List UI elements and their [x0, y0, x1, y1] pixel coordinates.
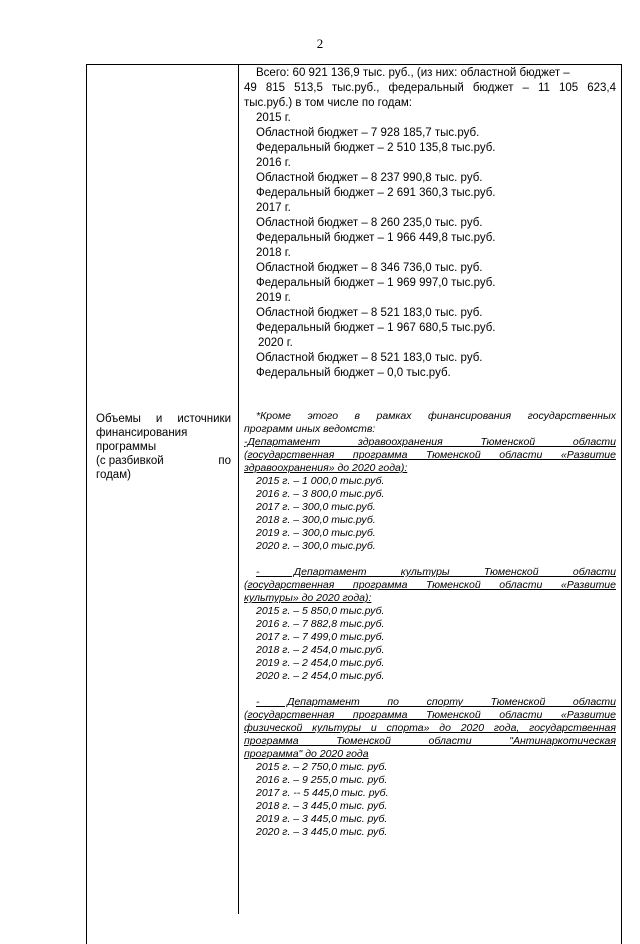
sport-amount: 2017 г. -- 5 445,0 тыс. руб.: [256, 787, 389, 799]
culture-amount: 2019 г. – 2 454,0 тыс.руб.: [256, 657, 385, 669]
year-label: 2020 г.: [258, 337, 293, 349]
sport-amount: 2019 г. – 3 445,0 тыс. руб.: [256, 813, 388, 825]
health-amount: 2020 г. – 300,0 тыс.руб.: [256, 540, 376, 552]
year-label: 2019 г.: [256, 292, 291, 304]
sport-header-line: программа" до 2020 года: [244, 748, 369, 760]
sport-amount: 2018 г. – 3 445,0 тыс. руб.: [256, 800, 388, 812]
federal-budget: Федеральный бюджет – 1 969 997,0 тыс.руб.: [256, 277, 496, 289]
health-amount: 2015 г. – 1 000,0 тыс.руб.: [256, 475, 385, 487]
sport-amount: 2016 г. – 9 255,0 тыс. руб.: [256, 774, 388, 786]
culture-amount: 2018 г. – 2 454,0 тыс.руб.: [256, 644, 385, 656]
regional-budget: Областной бюджет – 7 928 185,7 тыс.руб.: [256, 127, 480, 139]
left-label-line: программы: [96, 441, 157, 453]
sport-header-line: (государственная программа Тюменской области «Развитие: [244, 709, 616, 721]
sport-header-line: физической культуры и спорта» до 2020 года, государственная: [244, 722, 616, 734]
regional-budget: Областной бюджет – 8 237 990,8 тыс. руб.: [256, 172, 483, 184]
budget-total-line: тыс.руб.) в том числе по годам:: [244, 97, 412, 109]
culture-amount: 2017 г. – 7 499,0 тыс.руб.: [256, 631, 385, 643]
left-label-line: годам): [96, 469, 131, 481]
federal-budget: Федеральный бюджет – 0,0 тыс.руб.: [256, 367, 451, 379]
health-amount: 2018 г. – 300,0 тыс.руб.: [256, 514, 376, 526]
sport-header-line: - Департамент по спорту Тюменской области: [256, 696, 616, 708]
sport-amount: 2015 г. – 2 750,0 тыс. руб.: [256, 761, 388, 773]
regional-budget: Областной бюджет – 8 260 235,0 тыс. руб.: [256, 217, 483, 229]
federal-budget: Федеральный бюджет – 1 967 680,5 тыс.руб.: [256, 322, 496, 334]
health-header-line: (государственная программа Тюменской области «Развитие: [244, 449, 616, 461]
left-label-part: по: [218, 455, 231, 467]
budget-total-line: 49 815 513,5 тыс.руб., федеральный бюджет – 11 105 623,4: [244, 82, 616, 94]
federal-budget: Федеральный бюджет – 2 510 135,8 тыс.руб.: [256, 142, 496, 154]
sport-header-line: программа Тюменской области "Антинаркотическая: [244, 735, 616, 747]
year-label: 2017 г.: [256, 202, 291, 214]
culture-header-line: культуры» до 2020 года):: [244, 592, 372, 604]
culture-header-line: (государственная программа Тюменской области «Развитие: [244, 579, 616, 591]
year-label: 2016 г.: [256, 157, 291, 169]
federal-budget: Федеральный бюджет – 1 966 449,8 тыс.руб.: [256, 232, 496, 244]
health-amount: 2016 г. – 3 800,0 тыс.руб.: [256, 488, 385, 500]
other-intro-line: *Кроме этого в рамках финансирования государственных: [256, 410, 616, 422]
health-header-line: -Департамент здравоохранения Тюменской области: [244, 436, 616, 448]
health-amount: 2017 г. – 300,0 тыс.руб.: [256, 501, 376, 513]
left-label-line: [96, 454, 231, 468]
health-amount: 2019 г. – 300,0 тыс.руб.: [256, 527, 376, 539]
column-divider: [238, 64, 239, 914]
culture-header-line: - Департамент культуры Тюменской области: [256, 566, 616, 578]
other-programs-section: [244, 410, 616, 839]
budget-section: [244, 66, 616, 381]
sport-amount: 2020 г. – 3 445,0 тыс. руб.: [256, 826, 388, 838]
year-label: 2018 г.: [256, 247, 291, 259]
health-header-line: здравоохранения» до 2020 года):: [244, 462, 408, 474]
culture-amount: 2016 г. – 7 882,8 тыс.руб.: [256, 618, 385, 630]
left-label-line: финансирования: [96, 427, 188, 439]
regional-budget: Областной бюджет – 8 521 183,0 тыс. руб.: [256, 352, 483, 364]
regional-budget: Областной бюджет – 8 346 736,0 тыс. руб.: [256, 262, 483, 274]
other-intro-line: программ иных ведомств:: [244, 423, 376, 435]
budget-total-line: Всего: 60 921 136,9 тыс. руб., (из них: областной бюджет –: [256, 67, 570, 79]
left-label-line: Объемы и источники: [96, 413, 231, 425]
culture-amount: 2015 г. – 5 850,0 тыс.руб.: [256, 605, 385, 617]
page-number: 2: [316, 36, 324, 51]
left-label-part: (с разбивкой: [96, 455, 164, 467]
left-cell-label: [96, 412, 231, 482]
year-label: 2015 г.: [256, 112, 291, 124]
culture-amount: 2020 г. – 2 454,0 тыс.руб.: [256, 670, 385, 682]
regional-budget: Областной бюджет – 8 521 183,0 тыс. руб.: [256, 307, 483, 319]
federal-budget: Федеральный бюджет – 2 691 360,3 тыс.руб.: [256, 187, 496, 199]
